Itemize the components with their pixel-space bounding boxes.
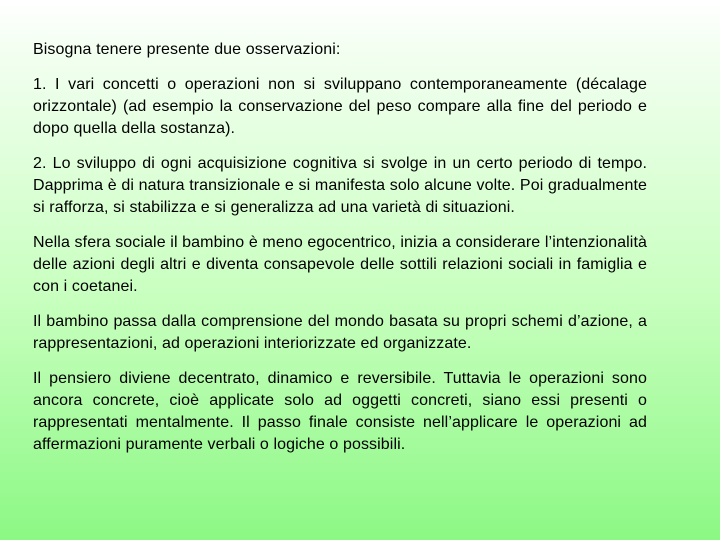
intro-text: Bisogna tenere presente due osservazioni:	[33, 41, 341, 58]
paragraph-social-sphere: Nella sfera sociale il bambino è meno egocentrico, inizia a considerare l’intenzionalità delle azioni degli altri e diventa consapevole delle sottili relazioni sociali in famiglia e con i coetanei.	[33, 234, 647, 295]
slide-text-body	[33, 39, 647, 469]
paragraph-comprehension: Il bambino passa dalla comprensione del mondo basata su propri schemi d’azione, a rappresentazioni, ad operazioni interiorizzate ed organizzate.	[33, 313, 647, 352]
paragraph-observation-1: 1. I vari concetti o operazioni non si sviluppano contemporaneamente (décalage orizzontale) (ad esempio la conservazione del peso compare alla fine del periodo e dopo quella della sostanza).	[33, 76, 647, 137]
paragraph-observation-2: 2. Lo sviluppo di ogni acquisizione cognitiva si svolge in un certo periodo di tempo. Dapprima è di natura transizionale e si manifesta solo alcune volte. Poi gradualmente si rafforza, si stabilizza e si generalizza ad una varietà di situazioni.	[33, 155, 647, 216]
paragraph-thought: Il pensiero diviene decentrato, dinamico e reversibile. Tuttavia le operazioni sono ancora concrete, cioè applicate solo ad oggetti concreti, siano essi presenti o rappresentati mentalmente. Il passo finale consiste nell’applicare le operazioni ad affermazioni puramente verbali o logiche o possibili.	[33, 370, 647, 453]
